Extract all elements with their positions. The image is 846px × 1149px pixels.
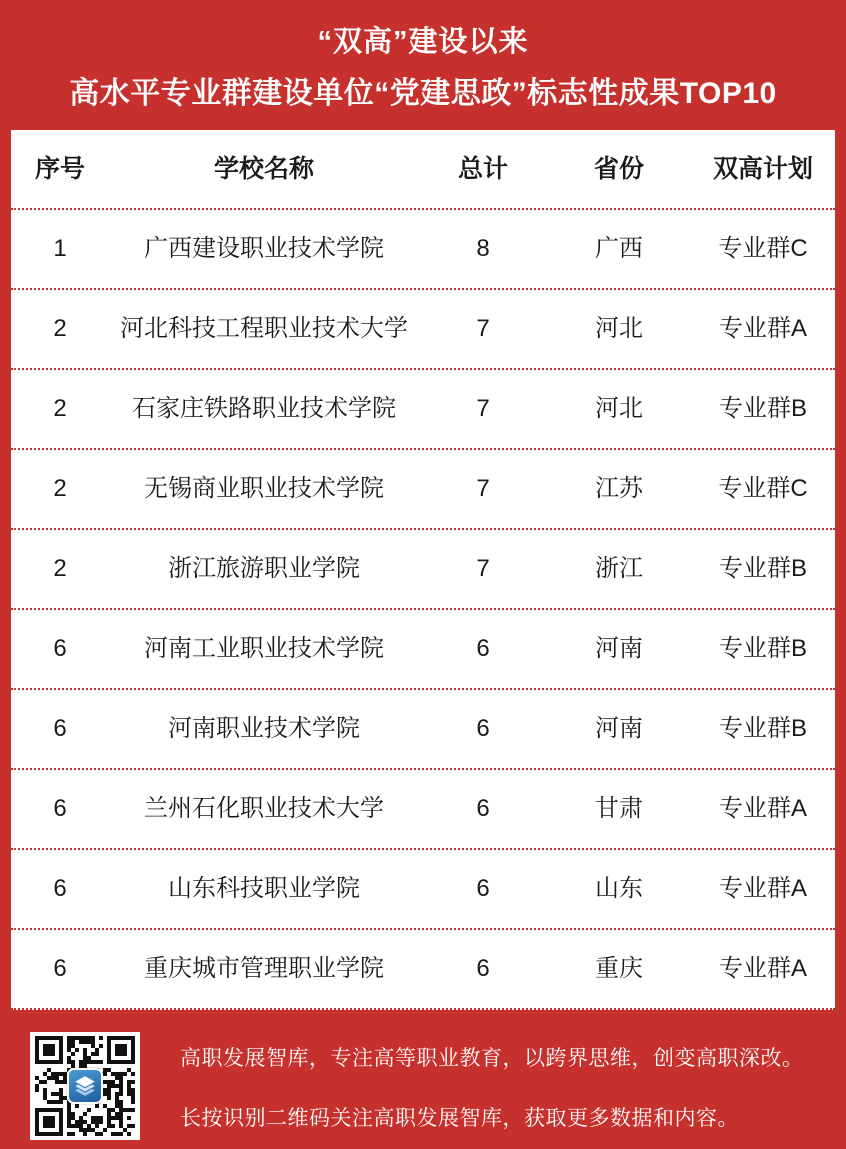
page-title-line1: “双高”建设以来 (317, 25, 529, 58)
cell-school: 重庆城市管理职业学院 (144, 954, 384, 982)
cell-plan: 专业群A (718, 794, 807, 822)
footer-line2: 长按识别二维码关注高职发展智库，获取更多数据和内容。 (180, 1107, 739, 1130)
table-row (11, 690, 835, 770)
cell-school: 河南工业职业技术学院 (144, 634, 384, 662)
table-row (11, 370, 835, 450)
cell-rank: 6 (53, 954, 67, 982)
cell-province: 重庆 (595, 954, 643, 982)
cell-rank: 2 (53, 314, 67, 342)
cell-province: 浙江 (595, 554, 643, 582)
cell-total: 7 (476, 474, 490, 502)
table-row (11, 770, 835, 850)
table-row (11, 850, 835, 930)
qr-code-icon (30, 1032, 140, 1140)
footer-text (180, 1032, 804, 1132)
cell-total: 7 (476, 554, 490, 582)
cell-school: 兰州石化职业技术大学 (144, 794, 384, 822)
column-header-province: 省份 (593, 155, 644, 183)
cell-plan: 专业群B (718, 394, 807, 422)
column-header-total: 总计 (457, 155, 508, 183)
cell-rank: 2 (53, 554, 67, 582)
cell-school: 石家庄铁路职业技术学院 (132, 394, 396, 422)
cell-school: 河北科技工程职业技术大学 (120, 314, 408, 342)
ranking-table (11, 130, 835, 1010)
cell-plan: 专业群B (718, 634, 807, 662)
cell-province: 河南 (595, 714, 643, 742)
cell-province: 山东 (595, 874, 643, 902)
cell-plan: 专业群A (718, 314, 807, 342)
cell-school: 广西建设职业技术学院 (144, 234, 384, 262)
footer-line1: 高职发展智库，专注高等职业教育，以跨界思维，创变高职深改。 (180, 1047, 804, 1070)
cell-plan: 专业群A (718, 874, 807, 902)
layers-stack-icon (72, 1073, 98, 1099)
qr-center-logo (67, 1068, 103, 1104)
footer-banner (0, 1010, 846, 1149)
column-header-plan: 双高计划 (712, 155, 813, 183)
page-title-line2: 高水平专业群建设单位“党建思政”标志性成果TOP10 (69, 76, 777, 110)
cell-total: 7 (476, 394, 490, 422)
cell-province: 江苏 (595, 474, 643, 502)
cell-rank: 6 (53, 714, 67, 742)
table-row (11, 210, 835, 290)
title-banner (0, 0, 846, 130)
cell-province: 甘肃 (595, 794, 643, 822)
cell-rank: 1 (53, 234, 67, 262)
column-header-school: 学校名称 (213, 155, 314, 183)
cell-province: 河北 (595, 394, 643, 422)
cell-total: 6 (476, 794, 490, 822)
cell-rank: 2 (53, 394, 67, 422)
table-row (11, 930, 835, 1010)
table-row (11, 450, 835, 530)
cell-rank: 6 (53, 634, 67, 662)
cell-province: 河南 (595, 634, 643, 662)
cell-total: 6 (476, 954, 490, 982)
cell-rank: 6 (53, 874, 67, 902)
cell-rank: 2 (53, 474, 67, 502)
cell-total: 7 (476, 314, 490, 342)
table-body (11, 210, 835, 1010)
column-header-rank: 序号 (34, 155, 85, 183)
cell-school: 无锡商业职业技术学院 (144, 474, 384, 502)
table-row (11, 290, 835, 370)
cell-plan: 专业群A (718, 954, 807, 982)
cell-total: 6 (476, 874, 490, 902)
cell-plan: 专业群B (718, 554, 807, 582)
cell-province: 广西 (595, 234, 643, 262)
cell-school: 山东科技职业学院 (168, 874, 360, 902)
cell-school: 河南职业技术学院 (168, 714, 360, 742)
cell-total: 8 (476, 234, 490, 262)
table-row (11, 530, 835, 610)
cell-plan: 专业群B (718, 714, 807, 742)
cell-total: 6 (476, 634, 490, 662)
table-header-row (11, 130, 835, 210)
cell-plan: 专业群C (718, 474, 808, 502)
cell-plan: 专业群C (718, 234, 808, 262)
cell-rank: 6 (53, 794, 67, 822)
cell-total: 6 (476, 714, 490, 742)
cell-province: 河北 (595, 314, 643, 342)
table-row (11, 610, 835, 690)
cell-school: 浙江旅游职业学院 (168, 554, 360, 582)
